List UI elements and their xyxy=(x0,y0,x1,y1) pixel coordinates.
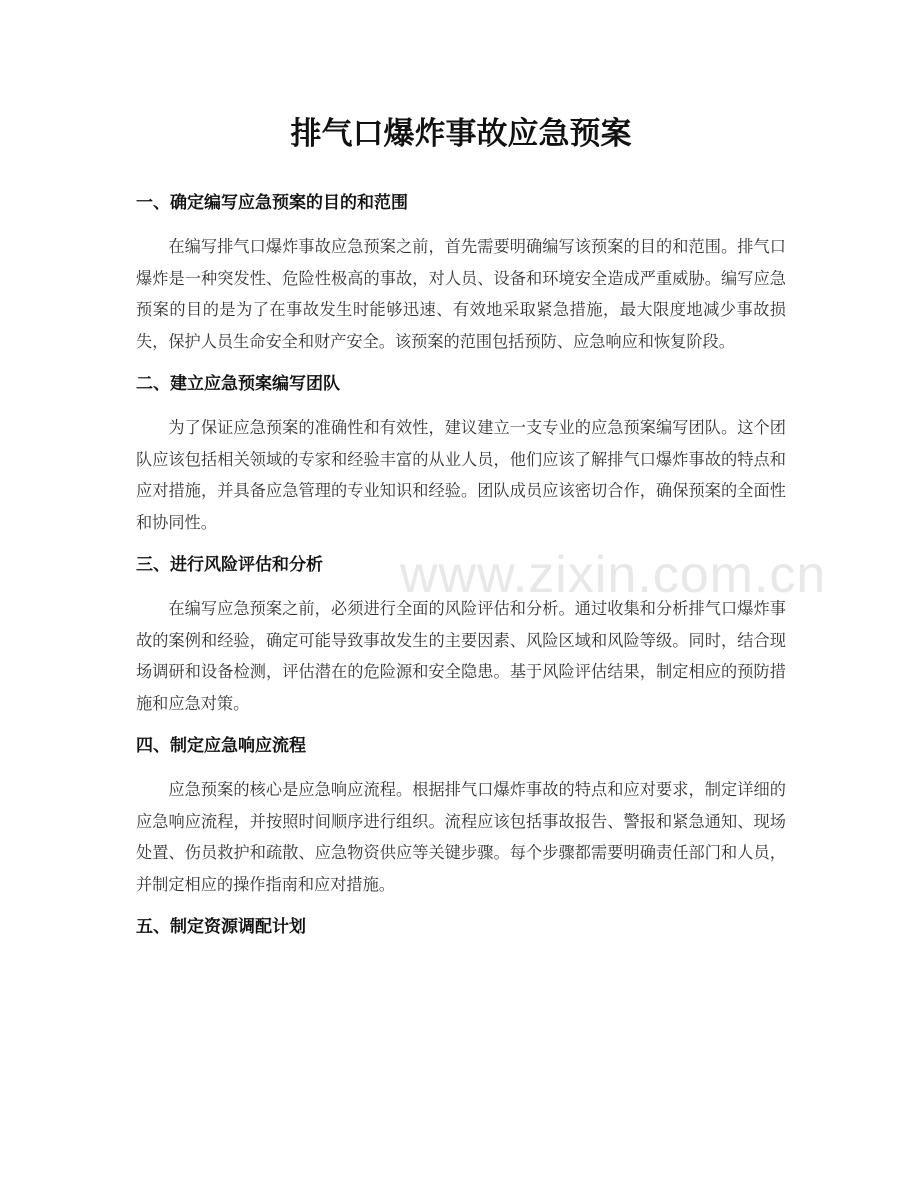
section-heading: 一、确定编写应急预案的目的和范围 xyxy=(136,193,408,213)
section-resource-plan xyxy=(136,913,786,941)
section-paragraph: 在编写排气口爆炸事故应急预案之前，首先需要明确编写该预案的目的和范围。排气口爆炸是一种突发性、危险性极高的事故，对人员、设备和环境安全造成严重威胁。编写应急预案的目的是为了在事故发生时能够迅速、有效地采取紧急措施，最大限度地减少事故损失，保护人员生命安全和财产安全。该预案的范围包括预防、应急响应和恢复阶段。 xyxy=(136,237,786,351)
section-paragraph: 为了保证应急预案的准确性和有效性，建议建立一支专业的应急预案编写团队。这个团队应该包括相关领域的专家和经验丰富的从业人员，他们应该了解排气口爆炸事故的特点和应对措施，并具备应急管理的专业知识和经验。团队成员应该密切合作，确保预案的全面性和协同性。 xyxy=(136,418,786,532)
watermark-text: www.zixin.com.cn xyxy=(400,546,827,604)
section-heading: 三、进行风险评估和分析 xyxy=(136,555,323,575)
section-heading: 四、制定应急响应流程 xyxy=(136,736,306,756)
document-title: 排气口爆炸事故应急预案 xyxy=(290,116,632,152)
section-heading: 二、建立应急预案编写团队 xyxy=(136,374,340,394)
section-heading: 五、制定资源调配计划 xyxy=(136,917,306,937)
section-team xyxy=(136,370,786,538)
section-response-process xyxy=(136,732,786,900)
section-paragraph: 在编写应急预案之前，必须进行全面的风险评估和分析。通过收集和分析排气口爆炸事故的案例和经验，确定可能导致事故发生的主要因素、风险区域和风险等级。同时，结合现场调研和设备检测，评估潜在的危险源和安全隐患。基于风险评估结果，制定相应的预防措施和应急对策。 xyxy=(136,599,786,713)
section-purpose-scope xyxy=(136,189,786,357)
section-risk-assessment xyxy=(136,551,786,719)
section-paragraph: 应急预案的核心是应急响应流程。根据排气口爆炸事故的特点和应对要求，制定详细的应急响应流程，并按照时间顺序进行组织。流程应该包括事故报告、警报和紧急通知、现场处置、伤员救护和疏散、应急物资供应等关键步骤。每个步骤都需要明确责任部门和人员，并制定相应的操作指南和应对措施。 xyxy=(136,780,786,894)
document-page xyxy=(136,108,786,955)
